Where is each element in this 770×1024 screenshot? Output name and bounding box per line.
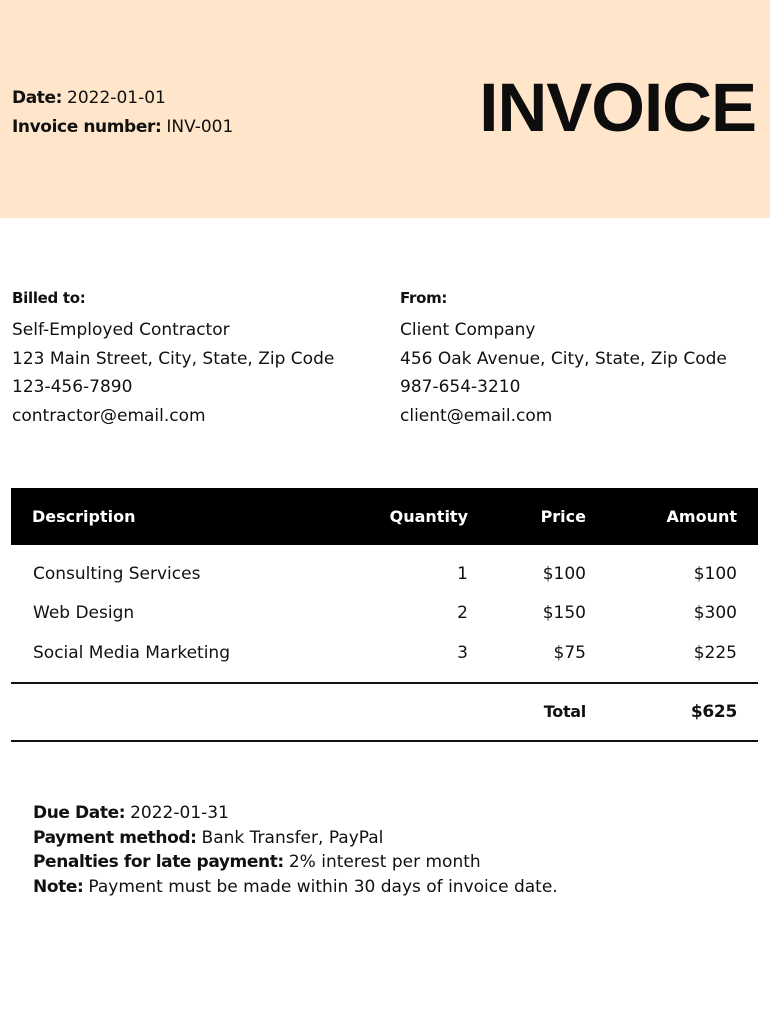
row-quantity: 3 (457, 643, 468, 663)
row-description: Social Media Marketing (33, 643, 230, 663)
payment-method-value: Bank Transfer, PayPal (201, 827, 384, 848)
total-divider (11, 740, 758, 742)
row-amount: $300 (693, 603, 737, 623)
from-address: 456 Oak Avenue, City, State, Zip Code (400, 348, 727, 369)
table-row (11, 599, 758, 629)
note-value: Payment must be made within 30 days of invoice date. (88, 876, 558, 897)
from-email: client@email.com (400, 405, 553, 426)
total-label: Total (543, 702, 586, 721)
from-block (400, 287, 727, 430)
due-date-value: 2022-01-31 (130, 803, 229, 823)
billed-to-phone: 123-456-7890 (12, 377, 133, 397)
row-description: Web Design (33, 603, 135, 623)
subtotal-divider (11, 682, 758, 684)
penalties-value: 2% interest per month (288, 852, 481, 872)
row-price: $150 (542, 603, 586, 623)
invoice-date (12, 84, 233, 113)
payment-notes (33, 801, 558, 899)
from-name: Client Company (400, 320, 536, 340)
total-row (11, 700, 758, 726)
table-row (11, 639, 758, 669)
table-row (11, 560, 758, 590)
row-quantity: 1 (457, 564, 468, 584)
due-date-label: Due Date: (33, 803, 126, 823)
row-description: Consulting Services (33, 564, 201, 584)
row-price: $75 (553, 643, 586, 663)
invoice-title: INVOICE (479, 69, 756, 146)
from-phone: 987-654-3210 (400, 377, 521, 397)
from-heading: From: (400, 289, 448, 307)
row-quantity: 2 (457, 603, 468, 623)
billed-to-name: Self-Employed Contractor (12, 320, 230, 340)
invoice-number (12, 113, 233, 142)
payment-method-line (33, 826, 558, 851)
date-label: Date: (12, 88, 63, 108)
header-amount: Amount (666, 507, 737, 526)
items-table-header (11, 488, 758, 545)
note-label: Note: (33, 876, 84, 897)
note-line (33, 875, 558, 900)
billed-to-address: 123 Main Street, City, State, Zip Code (12, 348, 335, 369)
header-description: Description (32, 507, 136, 526)
payment-method-label: Payment method: (33, 827, 197, 848)
invoice-number-value: INV-001 (166, 117, 234, 137)
billed-to-email: contractor@email.com (12, 405, 206, 426)
billed-to-heading: Billed to: (12, 289, 86, 307)
row-amount: $100 (693, 564, 737, 584)
billed-to-block (12, 287, 334, 430)
date-value: 2022-01-01 (67, 88, 166, 108)
penalties-line (33, 850, 558, 875)
header-price: Price (540, 507, 586, 526)
row-price: $100 (542, 564, 586, 584)
invoice-number-label: Invoice number: (12, 117, 162, 137)
penalties-label: Penalties for late payment: (33, 852, 284, 872)
total-value: $625 (690, 702, 737, 722)
row-amount: $225 (693, 643, 737, 663)
invoice-meta (12, 84, 233, 142)
due-date-line (33, 801, 558, 826)
header-quantity: Quantity (389, 507, 468, 526)
